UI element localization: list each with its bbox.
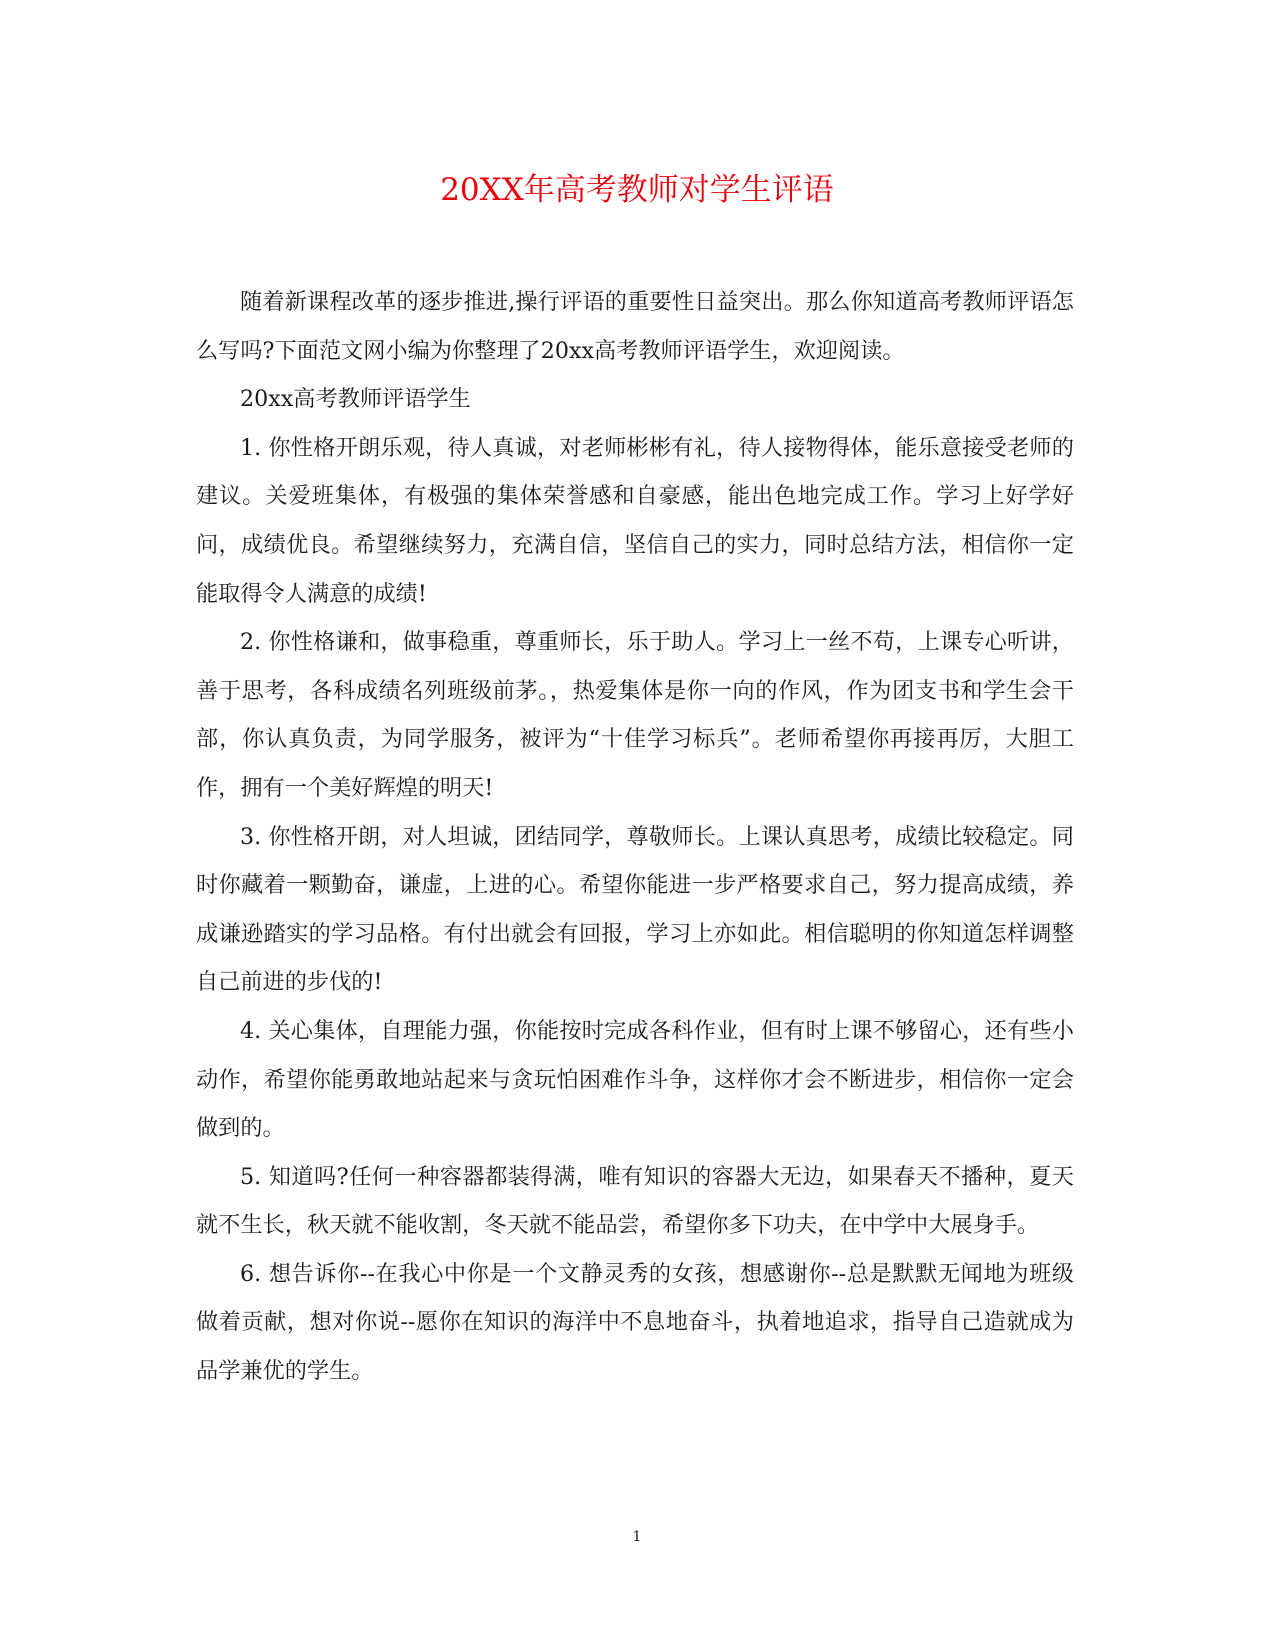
comment-item-1: 1. 你性格开朗乐观，待人真诚，对老师彬彬有礼，待人接物得体，能乐意接受老师的建议。关爱班集体，有极强的集体荣誉感和自豪感，能出色地完成工作。学习上好学好问，成绩优良。希望继续努力，充满自信，坚信自己的实力，同时总结方法，相信你一定能取得令人满意的成绩! [196, 434, 1074, 607]
comment-item-5: 5. 知道吗?任何一种容器都装得满，唯有知识的容器大无边，如果春天不播种，夏天就不生长，秋天就不能收割，冬天就不能品尝，希望你多下功夫，在中学中大展身手。 [196, 1163, 1074, 1239]
page-number: 1 [632, 1529, 642, 1545]
subheading: 20xx高考教师评语学生 [240, 386, 471, 413]
document-body [196, 278, 1074, 1396]
document-title: 20XX年高考教师对学生评语 [440, 172, 834, 208]
comment-item-4: 4. 关心集体，自理能力强，你能按时完成各科作业，但有时上课不够留心，还有些小动作，希望你能勇敢地站起来与贪玩怕困难作斗争，这样你才会不断进步，相信你一定会做到的。 [196, 1017, 1074, 1142]
comment-item-2: 2. 你性格谦和，做事稳重，尊重师长，乐于助人。学习上一丝不苟，上课专心听讲，善于思考，各科成绩名列班级前茅。，热爱集体是你一向的作风，作为团支书和学生会干部，你认真负责，为同学服务，被评为“十佳学习标兵”。老师希望你再接再厉，大胆工作，拥有一个美好辉煌的明天! [196, 629, 1074, 801]
comment-item-3: 3. 你性格开朗，对人坦诚，团结同学，尊敬师长。上课认真思考，成绩比较稳定。同时你藏着一颗勤奋，谦虚，上进的心。希望你能进一步严格要求自己，努力提高成绩，养成谦逊踏实的学习品格。有付出就会有回报，学习上亦如此。相信聪明的你知道怎样调整自己前进的步伐的! [196, 823, 1074, 996]
comment-item-6: 6. 想告诉你--在我心中你是一个文静灵秀的女孩，想感谢你--总是默默无闻地为班级做着贡献，想对你说--愿你在知识的海洋中不息地奋斗，执着地追求，指导自己造就成为品学兼优的学生。 [196, 1260, 1074, 1385]
intro-paragraph: 随着新课程改革的逐步推进,操行评语的重要性日益突出。那么你知道高考教师评语怎么写吗?下面范文网小编为你整理了20xx高考教师评语学生，欢迎阅读。 [196, 289, 1074, 364]
